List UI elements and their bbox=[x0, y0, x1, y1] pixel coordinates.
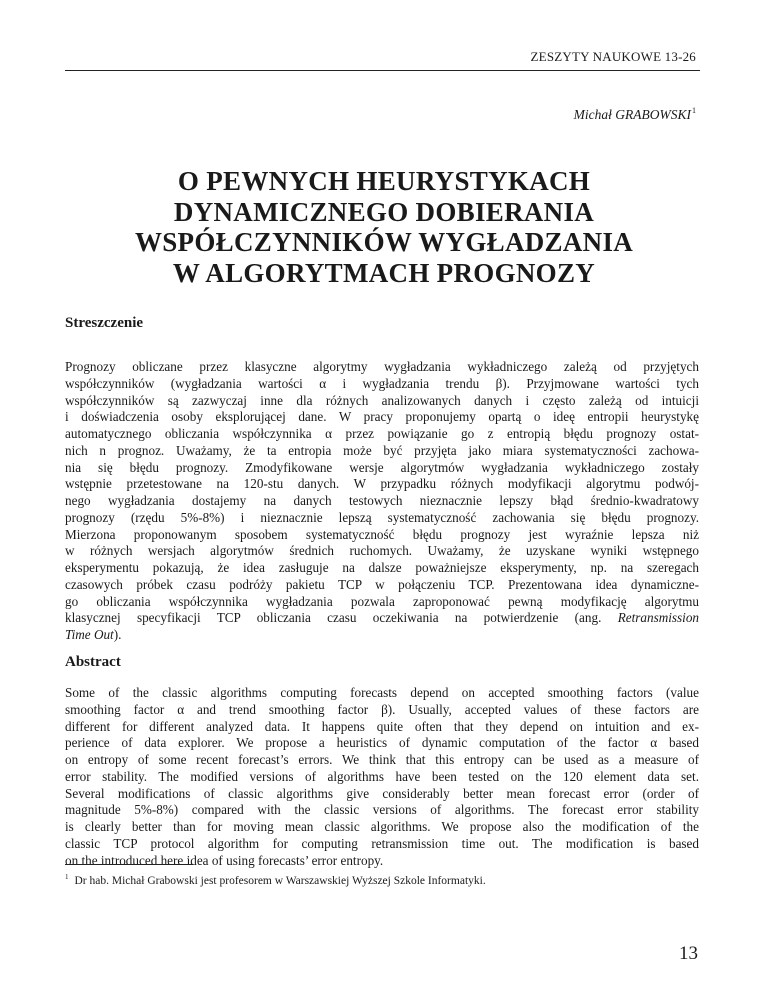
header-rule bbox=[65, 70, 700, 71]
footnote-mark: 1 bbox=[65, 873, 69, 881]
text-line: nich n prognoz. Uważamy, że ta entropia może być przyjęta jako miara systematyczności zachowa- bbox=[65, 442, 699, 458]
text-line: Some of the classic algorithms computing forecasts depend on accepted smoothing factors (value bbox=[65, 685, 699, 700]
text-line: on entropy of some recent forecast’s errors. We think that this entropy can be used as a measure of bbox=[65, 752, 699, 767]
title-line: O PEWNYCH HEURYSTYKACH bbox=[177, 166, 591, 196]
text-line: classic TCP protocol algorithm for computing retransmission time out. The modification is based bbox=[65, 835, 699, 851]
footnote-rule bbox=[65, 864, 193, 865]
text-line-last bbox=[65, 627, 699, 644]
author-name: Michał GRABOWSKI bbox=[573, 107, 691, 122]
text-line: nego wygładzania dostajemy na danych testowych nieznacznie lepszy błąd średnio-kwadratowy bbox=[65, 493, 699, 508]
title-line: DYNAMICZNEGO DOBIERANIA bbox=[173, 196, 595, 227]
text-line: smoothing factor α and trend smoothing factor β). Usually, accepted values of these factors are bbox=[65, 701, 699, 717]
footnote bbox=[65, 873, 705, 887]
author-footnote-mark[interactable]: 1 bbox=[692, 106, 696, 115]
title-line: WSPÓŁCZYNNIKÓW WYGŁADZANIA bbox=[134, 227, 634, 257]
streszczenie-paragraph bbox=[65, 359, 699, 644]
author-line bbox=[574, 106, 696, 123]
text-line: współczynników są zazwyczaj inne dla różnych analizowanych danych i często zależą od intuicji bbox=[65, 392, 699, 408]
text-line: Mierzona proponowanym sposobem systematyczność błędu prognozy jest wyraźnie lepsza niż bbox=[65, 526, 699, 542]
text-line: prognozy (rzędu 5%-8%) i nieznacznie lepszą systematyczność zachowania się błędu prognozy. bbox=[65, 509, 699, 525]
title-line: W ALGORYTMACH PROGNOZY bbox=[172, 257, 596, 288]
italic-term: Retransmission bbox=[617, 610, 700, 626]
text-line: error stability. The modified versions of algorithms have been tested on the 120 element data set. bbox=[65, 768, 699, 784]
text-line-with-term bbox=[65, 610, 699, 627]
text-line: czasowych próbek czasu podróży pakietu TCP w połączeniu TCP. Prezentowana idea dynamiczne- bbox=[65, 576, 699, 592]
text-line: perience of data explorer. We propose a heuristics of dynamic computation of the factor α based bbox=[65, 735, 699, 751]
text-line: magnitude 5%-8%) compared with the classic versions of algorithms. The forecast error stability bbox=[65, 802, 699, 818]
streszczenie-heading: Streszczenie bbox=[65, 315, 144, 331]
text-fragment: ). bbox=[113, 627, 122, 642]
text-line: wstępnie przetestowane na 120-stu danych. W przypadku różnych modyfikacji algorytmu podwój- bbox=[65, 476, 699, 492]
text-line-last: on the introduced here idea of using forecasts’ error entropy. bbox=[65, 852, 384, 868]
text-line: nia się błędu prognozy. Zmodyfikowane wersje algorytmów wygładzania wykładniczego zostały bbox=[65, 459, 699, 475]
text-line: i doświadczenia osoby eksplorującej dane. W pracy proponujemy opartą o ideę entropii heurystykę bbox=[65, 409, 699, 425]
text-line: eksperymentu pokazują, że idea zasługuje na dalsze poważniejsze eksperymenty, np. na szeregach bbox=[65, 560, 699, 575]
page-number: 13 bbox=[679, 943, 698, 964]
abstract-paragraph bbox=[65, 685, 699, 869]
text-line: w różnych wersjach algorytmów średnich ruchomych. Uważamy, że uzyskane wyniki wstępnego bbox=[65, 543, 699, 559]
running-head: ZESZYTY NAUKOWE 13-26 bbox=[530, 49, 696, 64]
text-line: Prognozy obliczane przez klasyczne algorytmy wygładzania wykładniczego zależą od przyjętych bbox=[65, 359, 699, 374]
text-line: go obliczania współczynnika wygładzania pozwala zaproponować pewną modyfikację algorytmu bbox=[65, 593, 699, 609]
paper-title bbox=[60, 166, 708, 288]
text-line: automatycznego obliczania współczynnika α przez powiązanie go z entropią błędu prognozy ostat- bbox=[65, 426, 699, 441]
footnote-text: Dr hab. Michał Grabowski jest profesorem w Warszawskiej Wyższej Szkole Informatyki. bbox=[74, 875, 486, 887]
abstract-heading: Abstract bbox=[65, 654, 121, 670]
text-line: different for different analyzed data. It happens quite often that they depend on intuition and ex- bbox=[65, 718, 699, 734]
text-fragment: klasycznej specyfikacji TCP obliczania czasu oczekiwania na potwierdzenie (ang. bbox=[65, 610, 602, 626]
text-line: Several modifications of classic algorithms give considerably better mean forecast error (order of bbox=[65, 785, 699, 801]
text-line: współczynników (wygładzania wartości α i wygładzania trendu β). Przyjmowane wartości tych bbox=[65, 375, 699, 391]
text-line: is clearly better than for moving mean classic algorithms. We propose also the modification of the bbox=[65, 819, 699, 834]
italic-term: Time Out bbox=[65, 627, 114, 642]
